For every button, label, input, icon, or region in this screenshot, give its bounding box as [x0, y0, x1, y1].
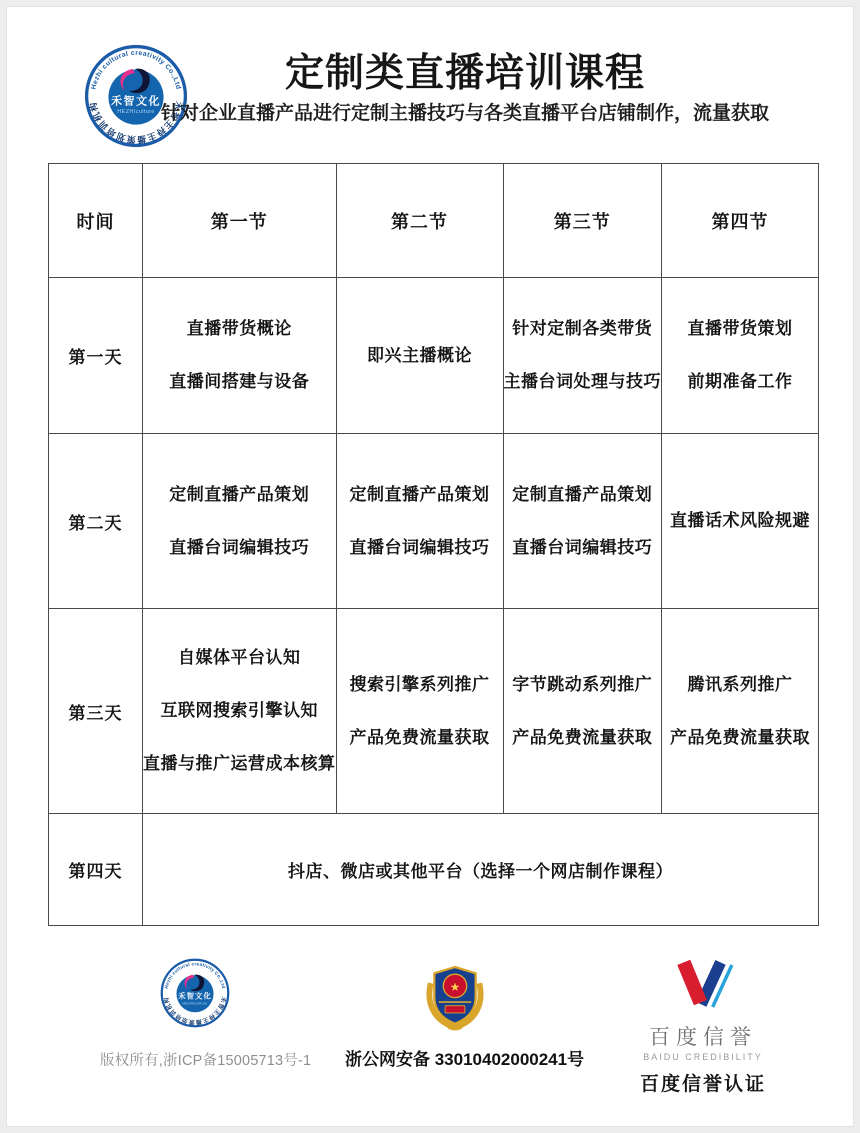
- table-row-day-1: [49, 278, 819, 434]
- course-cell-r1c3: [503, 278, 662, 434]
- course-cell-r3c4: [662, 609, 819, 814]
- course-topic: 直播与推广运营成本核算: [143, 754, 336, 773]
- row-label-day-1: 第一天: [49, 278, 143, 434]
- course-cell-r3c3: [503, 609, 662, 814]
- footer-baidu-block: [612, 958, 794, 1096]
- course-cell-content: [504, 483, 662, 560]
- baidu-credibility-subtitle: BAIDU CREDIBILITY: [643, 1052, 763, 1062]
- table-row-day-4: [49, 814, 819, 926]
- footer-company-logo: [160, 958, 230, 1028]
- course-topic: 产品免费流量获取: [512, 727, 653, 747]
- course-cell-r3c1: [143, 609, 337, 814]
- course-cell-content: [143, 646, 336, 776]
- course-cell-r1c4: [662, 278, 819, 434]
- course-topic: 直播台词编辑技巧: [349, 537, 490, 557]
- course-topic: 即兴主播概论: [367, 345, 472, 365]
- course-cell-content: [143, 483, 336, 560]
- icp-filing-link[interactable]: 版权所有,浙ICP备15005713号-1: [100, 1053, 312, 1069]
- table-row-day-2: [49, 434, 819, 609]
- course-topic: 主播台词处理与技巧: [503, 372, 661, 391]
- course-cell-r1c2: [336, 278, 503, 434]
- course-cell-r3c2: [336, 609, 503, 814]
- course-topic: 前期准备工作: [687, 372, 793, 391]
- course-topic: 直播台词编辑技巧: [169, 537, 310, 557]
- course-topic: 产品免费流量获取: [349, 727, 490, 747]
- row-label-day-3: 第三天: [49, 609, 143, 814]
- course-cell-content: [662, 509, 818, 533]
- course-topic: 针对定制各类带货: [512, 319, 653, 338]
- course-cell-merged: 抖店、微店或其他平台（选择一个网店制作课程）: [143, 814, 819, 926]
- table-row-day-3: [49, 609, 819, 814]
- course-cell-r2c4: [662, 434, 819, 609]
- column-header-3: 第三节: [503, 164, 662, 278]
- course-topic: 直播带货策划: [687, 319, 793, 338]
- course-cell-r2c1: [143, 434, 337, 609]
- course-cell-content: [662, 673, 818, 750]
- page-title: 定制类直播培训课程: [284, 52, 645, 95]
- baidu-credibility-cert-link[interactable]: 百度信誉认证: [639, 1074, 766, 1095]
- footer-copyright-block: [100, 958, 312, 1070]
- police-filing-link[interactable]: 浙公网安备 33010402000241号: [345, 1050, 585, 1069]
- course-topic: 互联网搜索引擎认知: [160, 701, 318, 720]
- course-cell-content: [337, 483, 503, 560]
- footer-police-block: [345, 956, 585, 1070]
- police-badge-icon: [419, 956, 491, 1032]
- course-cell-content: [337, 673, 503, 750]
- course-topic: 产品免费流量获取: [670, 727, 810, 747]
- column-header-1: 第一节: [143, 164, 337, 278]
- course-cell-content: [504, 317, 662, 394]
- baidu-credibility-icon[interactable]: [671, 958, 735, 1014]
- baidu-credibility-title: 百度信誉: [649, 1026, 757, 1049]
- course-topic: 直播台词编辑技巧: [512, 537, 653, 557]
- row-label-day-2: 第二天: [49, 434, 143, 609]
- course-cell-content: [662, 317, 818, 394]
- column-header-2: 第二节: [336, 164, 503, 278]
- row-label-day-4: 第四天: [49, 814, 143, 926]
- course-topic: 定制直播产品策划: [169, 484, 310, 504]
- course-cell-r1c1: [143, 278, 337, 434]
- column-header-0: 时间: [49, 164, 143, 278]
- table-header-row: [49, 164, 819, 278]
- course-cell-content: [143, 317, 336, 394]
- course-topic: 字节跳动系列推广: [512, 674, 653, 694]
- course-cell-content: [337, 344, 503, 368]
- course-cell-r2c3: [503, 434, 662, 609]
- course-cell-r2c2: [336, 434, 503, 609]
- column-header-4: 第四节: [662, 164, 819, 278]
- course-topic: 自媒体平台认知: [178, 648, 301, 667]
- course-topic: 定制直播产品策划: [349, 484, 490, 504]
- course-topic: 搜索引擎系列推广: [349, 674, 490, 694]
- course-topic: 定制直播产品策划: [512, 484, 653, 504]
- course-topic: 直播话术风险规避: [670, 511, 810, 530]
- course-topic: 直播带货概论: [186, 319, 292, 338]
- course-schedule-table: [48, 163, 819, 926]
- page-subtitle: 针对企业直播产品进行定制主播技巧与各类直播平台店铺制作，流量获取: [160, 103, 769, 124]
- course-topic: 直播间搭建与设备: [169, 372, 310, 391]
- course-cell-content: [504, 673, 662, 750]
- course-topic: 腾讯系列推广: [687, 674, 793, 694]
